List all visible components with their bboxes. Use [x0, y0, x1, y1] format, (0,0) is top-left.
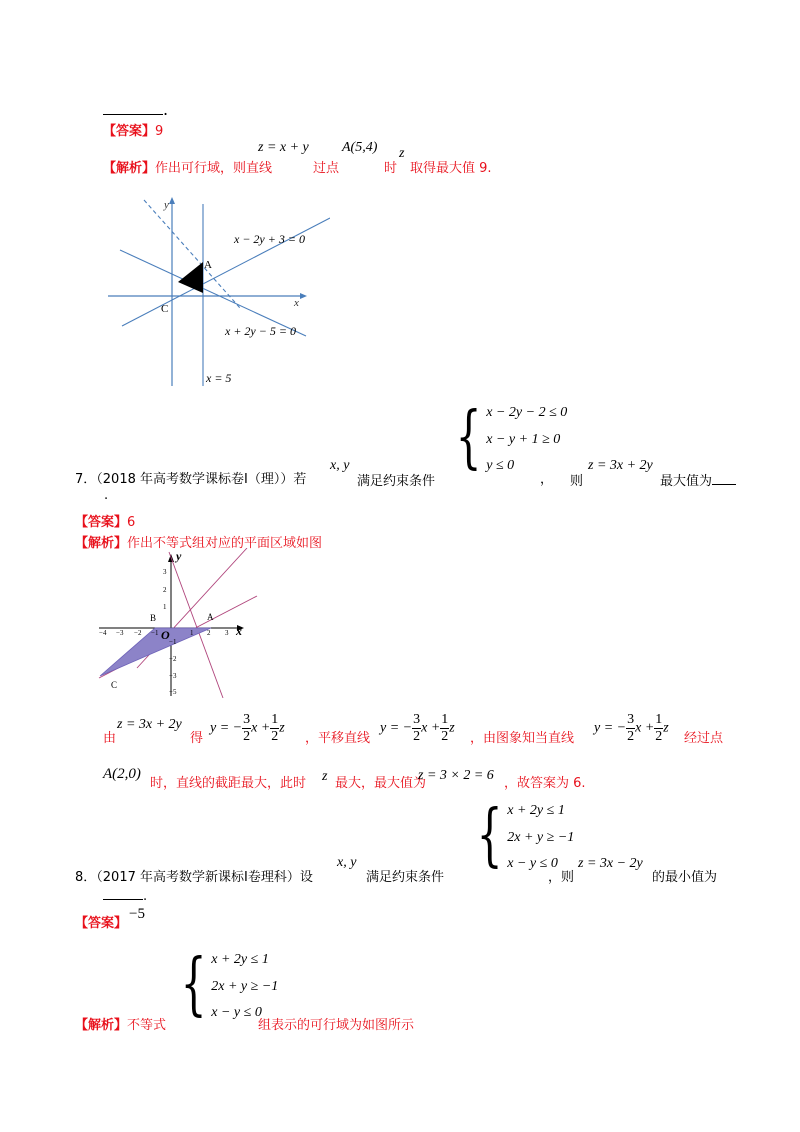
q7-dot: .	[104, 488, 109, 503]
q6-answer-blank: .	[103, 100, 168, 119]
q6-analysis-text2: 过点	[313, 161, 340, 176]
eq-label-3: x = 5	[206, 371, 232, 385]
q7-formula-3: y = − $\frac{3}{2}$ x + $\frac{1}{2}$ z	[594, 712, 669, 744]
q6-line-equation: z = x + y	[258, 140, 309, 155]
y-tick: 2	[163, 586, 167, 594]
q8-min-text: 的最小值为	[652, 870, 718, 885]
q8-vars: x, y	[337, 855, 357, 870]
q8-then: ，则	[548, 870, 575, 885]
q6-analysis-text3: 时	[384, 161, 398, 176]
x-tick: −1	[151, 629, 159, 637]
q7-sol-calc: z = 3 × 2 = 6	[418, 768, 494, 783]
eq-label-2: x + 2y − 5 = 0	[225, 324, 296, 338]
q7-analysis-line: 【解析】作出不等式组对应的平面区域如图	[75, 536, 323, 551]
q8-answer-label: 【答案】	[75, 916, 128, 931]
constraint-2: 2x + y ≥ −1	[211, 978, 279, 994]
left-brace: {	[476, 796, 503, 875]
q6-analysis-text4: 取得最大值 9.	[410, 161, 492, 176]
origin-label: O	[161, 628, 170, 642]
answer-value: 6	[127, 515, 136, 530]
q8-answer-blank: .	[103, 887, 147, 904]
point-b-label: B	[150, 613, 157, 623]
q8-analysis-text2: 组表示的可行域为如图所示	[258, 1018, 415, 1033]
y-tick: 1	[163, 603, 167, 611]
question-number: 7．	[75, 472, 97, 487]
q8-condition-text: 满足约束条件	[366, 870, 445, 885]
y-axis-arrow	[169, 197, 175, 204]
x-tick: −3	[116, 629, 124, 637]
q6-point: A(5,4)	[342, 140, 378, 155]
q7-comma: ，	[540, 472, 554, 487]
q7-vars: x, y	[330, 458, 350, 473]
q7-sol-rest-z: z	[322, 769, 328, 784]
y-tick: −3	[169, 672, 177, 680]
constraint-1: x − 2y − 2 ≤ 0	[486, 405, 568, 420]
constraint-2: 2x + y ≥ −1	[507, 829, 575, 845]
point-a-label: A	[204, 259, 212, 271]
x-tick: 3	[225, 629, 229, 637]
q7-answer-line	[75, 511, 135, 530]
q6-z: z	[399, 146, 405, 161]
q7-sol-rest2: 最大，最大值为	[335, 776, 427, 791]
q8-analysis-constraint-system	[172, 945, 279, 1024]
q7-question-line	[75, 468, 306, 487]
constraint-3: y ≤ 0	[486, 458, 515, 474]
q8-answer-value: −5	[129, 906, 145, 922]
q8-analysis-label-line: 【解析】不等式	[75, 1018, 167, 1033]
q7-sol-rest3: ，故答案为 6.	[504, 776, 586, 791]
objective-line	[169, 552, 223, 698]
q7-sol-rest1: 时，直线的截距最大，此时	[150, 776, 307, 791]
y-tick: −2	[169, 655, 177, 663]
q7-condition-text: 满足约束条件	[357, 474, 436, 489]
q8-question-line	[75, 866, 313, 885]
q7-sol-pass: 经过点	[684, 731, 724, 746]
q7-sol-eq: z = 3x + 2y	[117, 717, 182, 732]
constraint-2: x − y + 1 ≥ 0	[486, 431, 561, 447]
y-tick: −1	[169, 638, 177, 646]
q7-max-text: 最大值为	[660, 470, 736, 489]
x-tick: 1	[190, 629, 194, 637]
question-source: （2018 年高考数学课标卷Ⅰ（理））若	[96, 472, 307, 487]
y-tick: 3	[163, 568, 167, 576]
y-axis-label: y	[164, 199, 169, 211]
q7-feasible-region-figure	[95, 548, 265, 698]
x-tick: −2	[134, 629, 142, 637]
q7-then: 则	[570, 474, 584, 489]
point-a-label: A	[207, 612, 214, 622]
point-c-label: C	[161, 303, 169, 315]
q7-sol-shift: ，平移直线	[305, 731, 371, 746]
q7-objective: z = 3x + 2y	[588, 458, 653, 473]
eq-label-1: x − 2y + 3 = 0	[234, 232, 305, 246]
point-c-label: C	[111, 680, 118, 690]
q7-formula-2: y = − $\frac{3}{2}$ x + $\frac{1}{2}$ z	[380, 712, 455, 744]
x-axis-label: x	[294, 297, 299, 309]
x-axis-arrow	[300, 293, 307, 299]
constraint-1: x + 2y ≤ 1	[507, 803, 565, 818]
constraint-3: x − y ≤ 0	[507, 856, 558, 872]
constraint-1: x + 2y ≤ 1	[211, 952, 269, 967]
answer-value: 9	[155, 124, 164, 139]
y-tick: −5	[169, 688, 177, 696]
q6-analysis-label: 【解析】作出可行域，则直线	[103, 161, 273, 176]
q7-constraint-system	[447, 398, 568, 477]
q8-objective: z = 3x − 2y	[578, 856, 643, 871]
q7-formula-1: y = − $\frac{3}{2}$ x + $\frac{1}{2}$ z	[210, 712, 285, 744]
q7-sol-you: 由	[103, 731, 117, 746]
q8-constraint-system	[468, 796, 575, 875]
left-brace: {	[455, 398, 482, 477]
left-brace: {	[180, 945, 207, 1024]
constraint-3: x − y ≤ 0	[211, 1005, 262, 1021]
q7-sol-de: 得	[190, 731, 204, 746]
x-tick: −4	[99, 629, 107, 637]
objective-line-dashed	[144, 200, 240, 308]
q6-feasible-region-figure	[100, 190, 330, 390]
q7-sol-point: A(2,0)	[103, 766, 141, 782]
answer-label: 【答案】	[103, 124, 156, 139]
q7-sol-know: ，由图象知当直线	[470, 731, 575, 746]
question-source: （2017 年高考数学新课标Ⅰ卷理科）设	[96, 870, 313, 885]
q6-answer-line	[103, 120, 163, 139]
y-axis-label: y	[176, 549, 182, 563]
x-axis-label: x	[236, 624, 242, 638]
x-tick: 2	[207, 629, 211, 637]
feasible-region	[178, 262, 203, 293]
answer-label: 【答案】	[75, 515, 128, 530]
question-number: 8．	[75, 870, 97, 885]
